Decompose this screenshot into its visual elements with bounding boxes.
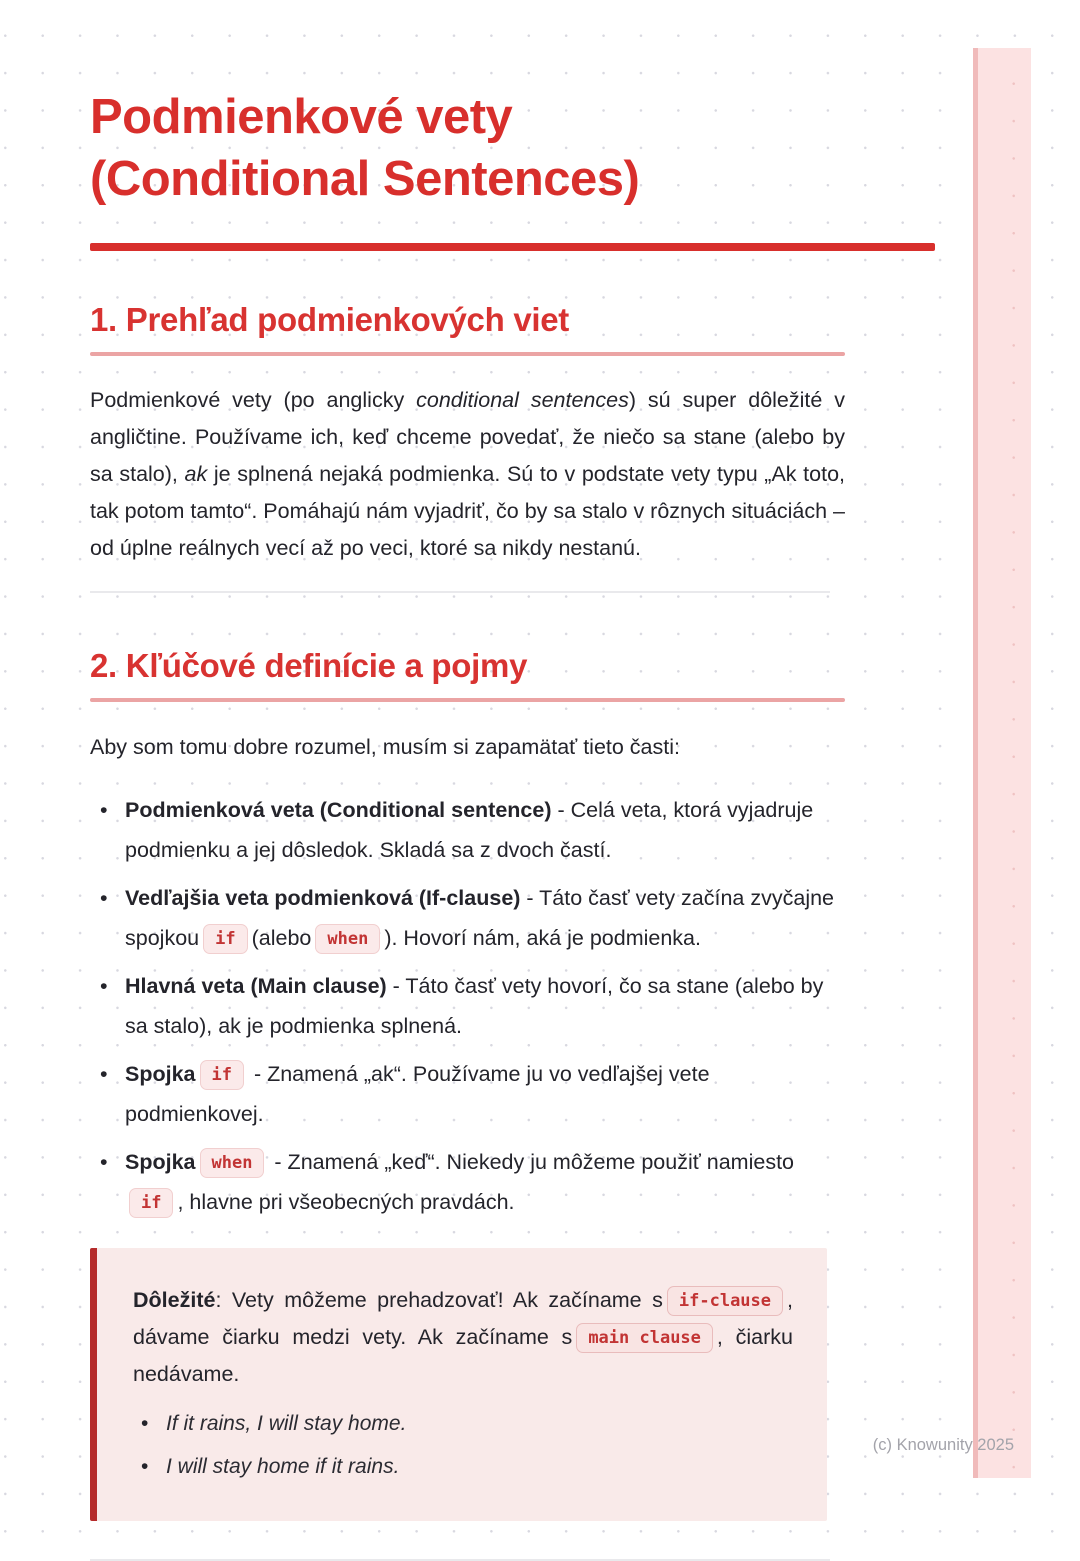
term-bold: Hlavná veta (Main clause) <box>125 974 387 998</box>
list-item <box>90 1142 840 1222</box>
section1-paragraph <box>90 382 845 567</box>
term-text: - Znamená „keď“. Niekedy ju môžeme použiť namiesto <box>268 1150 794 1174</box>
callout-bold: Dôležité <box>133 1288 216 1312</box>
page-title-line1: Podmienkové vety <box>90 90 513 144</box>
code-badge-if: if <box>129 1188 173 1218</box>
code-badge-if: if <box>200 1060 244 1090</box>
callout-text-part: , čiarku nedávame. <box>133 1325 793 1386</box>
page-title <box>90 86 935 210</box>
term-text: - Znamená „ak“. Používame ju vo vedľajšej vete podmienkovej. <box>125 1062 710 1126</box>
list-item <box>90 966 840 1046</box>
important-callout <box>90 1248 827 1521</box>
paragraph-italic: conditional sentences <box>416 388 629 412</box>
section2-underline <box>90 698 845 702</box>
term-bold: Spojka <box>125 1150 196 1174</box>
document-page <box>90 0 935 1561</box>
callout-text <box>133 1282 793 1393</box>
title-rule <box>90 243 935 251</box>
paragraph-text: je splnená nejaká podmienka. Sú to v podstate vety typu „Ak toto, tak potom tamto“. Pomáhajú nám vyjadriť, čo by sa stalo v rôznych situáciách – od úplne reálnych vecí až po veci, ktoré sa nikdy nestanú. <box>90 462 846 560</box>
page-title-line2: (Conditional Sentences) <box>90 152 640 206</box>
copyright-notice: (c) Knowunity 2025 <box>872 1436 1014 1454</box>
code-badge-if-clause: if-clause <box>667 1286 783 1316</box>
term-bold: Podmienková veta (Conditional sentence) <box>125 798 552 822</box>
term-bold: Spojka <box>125 1062 196 1086</box>
code-badge-when: when <box>200 1148 265 1178</box>
paragraph-text: Podmienkové vety (po anglicky <box>90 388 417 412</box>
term-text: - Táto časť vety začína zvyčajne spojkou <box>125 886 835 950</box>
term-bold: Vedľajšia veta podmienková (If-clause) <box>125 886 521 910</box>
term-text: (alebo <box>251 926 312 950</box>
section1-heading: 1. Prehľad podmienkových viet <box>90 301 570 338</box>
callout-text-part: , dávame čiarku medzi vety. Ak začíname s <box>133 1288 793 1349</box>
section1-underline <box>90 352 845 356</box>
key-terms-list <box>90 790 840 1222</box>
term-text: , hlavne pri všeobecných pravdách. <box>177 1190 515 1214</box>
section2-intro: Aby som tomu dobre rozumel, musím si zapamätať tieto časti: <box>90 735 680 759</box>
callout-text-part: : Vety môžeme prehadzovať! Ak začíname s <box>215 1288 663 1312</box>
example-item: • If it rains, I will stay home. <box>133 1409 793 1439</box>
code-badge-when: when <box>315 924 380 954</box>
section2-heading: 2. Kľúčové definície a pojmy <box>90 647 528 684</box>
paragraph-text: ) sú super dôležité v angličtine. Používame ich, keď chceme povedať, že niečo sa stane (alebo by sa stalo), <box>90 388 846 486</box>
section-divider <box>90 591 830 593</box>
paragraph-italic: ak <box>184 462 208 486</box>
example-item: • I will stay home if it rains. <box>133 1452 793 1482</box>
code-badge-main-clause: main clause <box>576 1323 713 1353</box>
list-item <box>90 878 840 958</box>
page-edge-stripe <box>973 48 1031 1478</box>
list-item <box>90 1054 840 1134</box>
term-text: - Celá veta, ktorá vyjadruje podmienku a jej dôsledok. Skladá sa z dvoch častí. <box>125 798 814 862</box>
term-text: ). Hovorí nám, aká je podmienka. <box>384 926 701 950</box>
code-badge-if: if <box>203 924 247 954</box>
term-text: - Táto časť vety hovorí, čo sa stane (alebo by sa stalo), ak je podmienka splnená. <box>125 974 824 1038</box>
list-item <box>90 790 840 870</box>
callout-example-list <box>133 1409 793 1482</box>
